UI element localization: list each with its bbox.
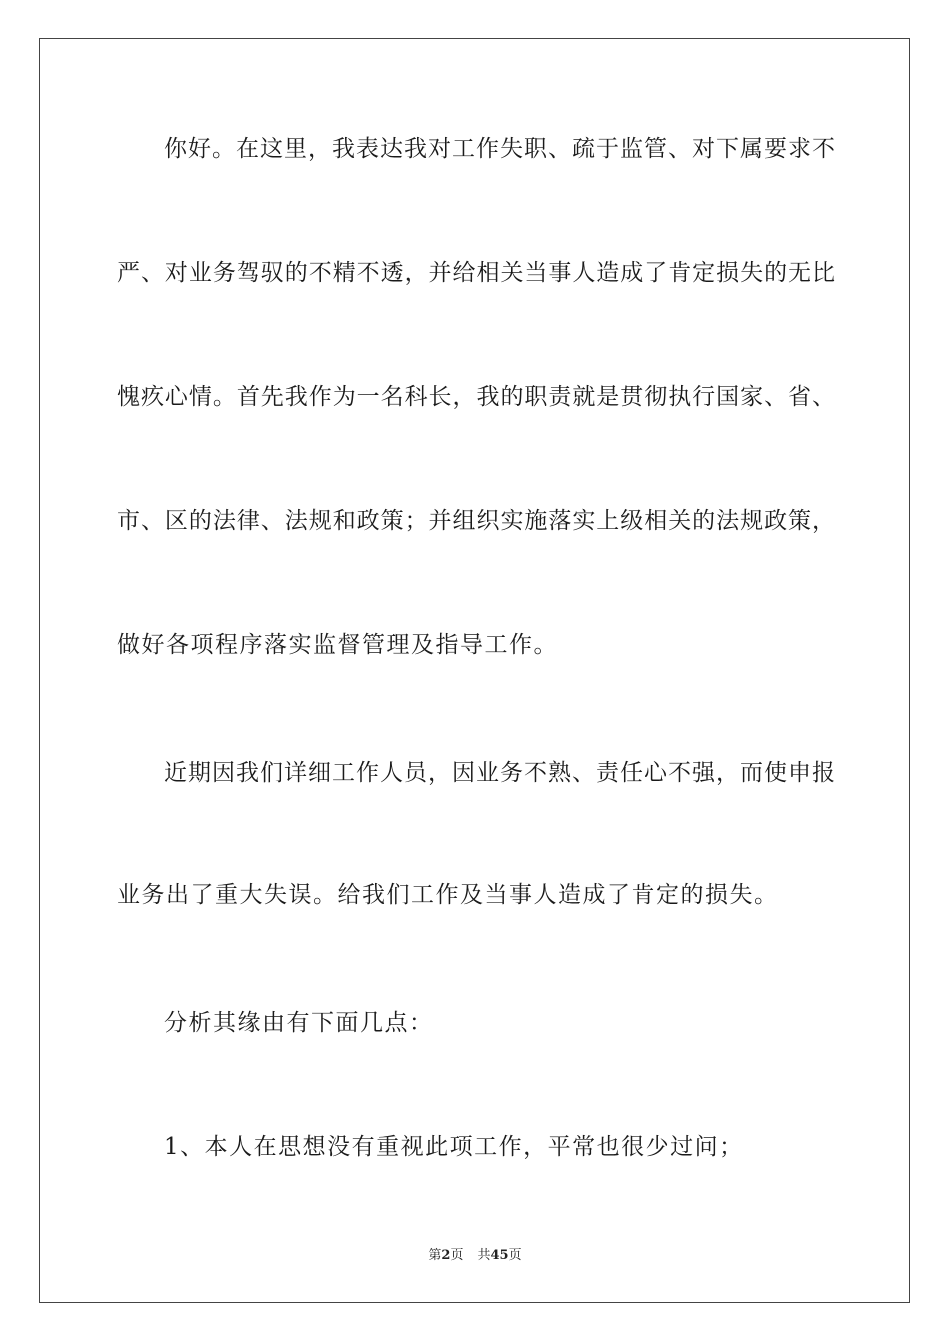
paragraph-1-line-2: 严、对业务驾驭的不精不透，并给相关当事人造成了肯定损失的无比	[117, 260, 835, 286]
paragraph-1-line-3: 愧疚心情。首先我作为一名科长，我的职责就是贯彻执行国家、省、	[117, 384, 835, 410]
paragraph-2-line-1: 近期因我们详细工作人员，因业务不熟、责任心不强，而使申报	[164, 760, 835, 786]
page-prefix: 第	[428, 1248, 442, 1263]
paragraph-1-line-1: 你好。在这里，我表达我对工作失职、疏于监管、对下属要求不	[164, 136, 835, 162]
page-number: 2	[441, 1248, 451, 1263]
total-pages: 45	[490, 1248, 509, 1263]
paragraph-4-line-1: 1、本人在思想没有重视此项工作，平常也很少过问；	[164, 1134, 744, 1160]
total-suffix: 页	[508, 1248, 522, 1263]
page-suffix: 页	[450, 1248, 464, 1263]
total-prefix: 共	[477, 1248, 491, 1263]
paragraph-3-line-1: 分析其缘由有下面几点：	[164, 1010, 434, 1036]
paragraph-1-line-4: 市、区的法律、法规和政策；并组织实施落实上级相关的法规政策，	[117, 508, 835, 534]
paragraph-1-line-5: 做好各项程序落实监督管理及指导工作。	[117, 632, 558, 658]
page-border	[39, 38, 910, 1303]
page-footer	[0, 1246, 950, 1266]
paragraph-2-line-2: 业务出了重大失误。给我们工作及当事人造成了肯定的损失。	[117, 882, 779, 908]
